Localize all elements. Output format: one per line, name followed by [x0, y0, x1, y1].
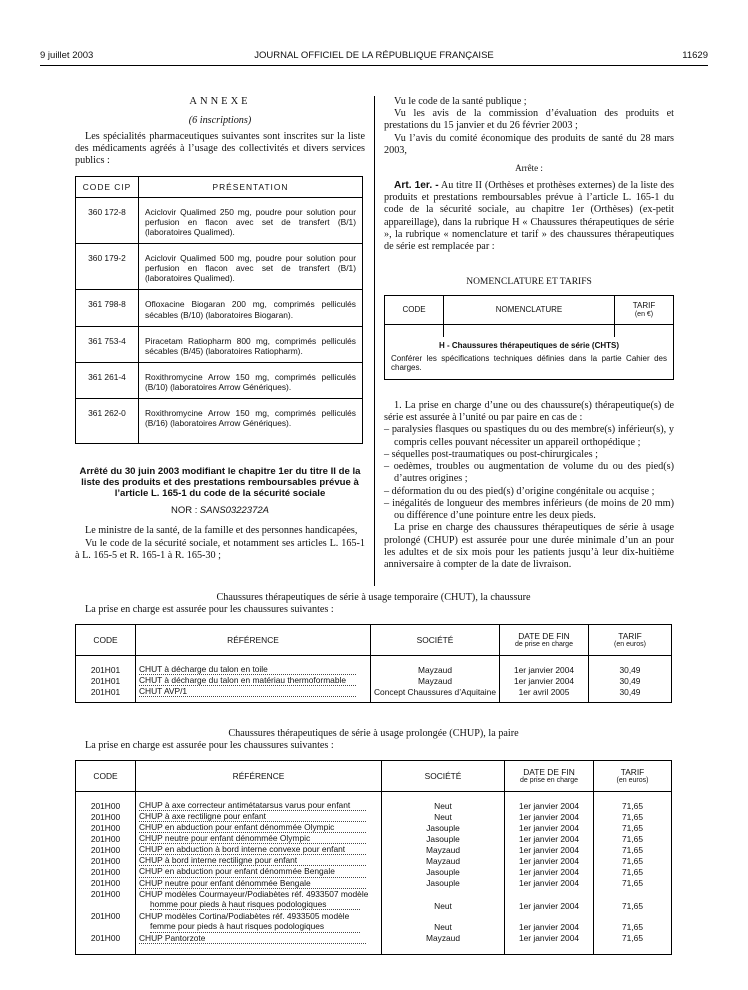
vu-avis-commission: Vu les avis de la commission d’évaluation des produits et prestations du 15 janvier et du 26 février 2003 ; — [384, 108, 674, 132]
header-tarif-unit: (en €) — [634, 310, 654, 318]
chut-header-row — [76, 625, 672, 656]
cell-presentation: Roxithromycine Arrow 150 mg, comprimés pelliculés (B/10) (laboratoires Arrow Génériques). — [139, 362, 363, 398]
table-row-continued: femme pour pieds à haut risques podologiques Neut 1er janvier 2004 71,65 — [76, 931, 672, 942]
table-row — [76, 326, 363, 362]
header-rule — [40, 65, 708, 66]
nomenclature-table — [384, 295, 674, 380]
chup-table — [75, 760, 672, 955]
arrete-word: Arrête : — [515, 163, 543, 174]
header-tarif — [615, 296, 674, 325]
table-row — [76, 244, 363, 290]
annexe-intro: Les spécialités pharmaceutiques suivantes sont inscrites sur la liste des médicaments agréés à l’usage des collectivités et divers services publics : — [75, 130, 365, 167]
cell-code: 361 798-8 — [76, 290, 139, 326]
table-row: 201H00 CHUP à bord interne rectiligne pour enfant Mayzaud 1er janvier 2004 71,65 — [76, 855, 672, 866]
article-1 — [384, 180, 674, 253]
table-row — [76, 290, 363, 326]
annexe-subtitle: (6 inscriptions) — [188, 114, 252, 126]
nomenclature-spacer-row — [385, 325, 674, 338]
chut-heading: Chaussures thérapeutiques de série à usage temporaire (CHUT), la chaussure — [216, 592, 531, 603]
column-divider — [374, 96, 375, 586]
nomenclature-header-row — [385, 296, 674, 325]
conditions-block — [384, 400, 674, 571]
arrete-title: Arrêté du 30 juin 2003 modifiant le chapitre 1er du titre II de la liste des produits et des prestations remboursables prévue à l’article L. 165-1 du code de la sécurité sociale — [79, 466, 361, 500]
header-reference: RÉFÉRENCE — [136, 625, 371, 656]
table-row: 201H00 CHUP modèles Cortina/Podiabètes réf. 4933505 modèle — [76, 921, 672, 932]
cell-code: 361 753-4 — [76, 326, 139, 362]
header-tarif: TARIF (en euros) — [588, 625, 671, 656]
table-row: 201H00 CHUP à axe rectiligne pour enfant Neut 1er janvier 2004 71,65 — [76, 811, 672, 822]
list-item: – déformation du ou des pied(s) d’origine congénitale ou acquise ; — [384, 485, 655, 497]
table-row: 201H00 CHUP modèles Courmayeur/Podiabètes réf. 4933507 modèle — [76, 889, 672, 900]
chup-paragraph: La prise en charge des chaussures thérapeutiques de série à usage prolongé (CHUP) est assurée pour une durée minimale d’un an pour les adultes et de six mois pour les patients jusqu’à leur dix-huitième anniversaire à compter de la date de livraison. — [384, 522, 674, 571]
header-tarif: TARIF (en euros) — [594, 761, 672, 792]
cell-presentation: Ofloxacine Biogaran 200 mg, comprimés pelliculés sécables (B/10) (laboratoires Biogaran). — [139, 290, 363, 326]
header-title: JOURNAL OFFICIEL DE LA RÉPUBLIQUE FRANÇAISE — [254, 50, 494, 61]
nor-code: SANS0322372A — [199, 505, 269, 517]
section-title: H - Chaussures thérapeutiques de série (CHTS) — [438, 341, 620, 350]
header-nomenclature: NOMENCLATURE — [444, 296, 615, 325]
header-date-fin: DATE DE FIN de prise en charge — [499, 625, 588, 656]
header-societe: SOCIÉTÉ — [382, 761, 505, 792]
section-note: Conférer les spécifications techniques définies dans la partie Cahier des charges. — [391, 353, 667, 373]
header-page-number: 11629 — [682, 50, 708, 61]
nor-line — [75, 505, 365, 517]
header-date: 9 juillet 2003 — [40, 50, 94, 61]
table-row: 201H01 CHUT à décharge du talon en toile Mayzaud 1er janvier 2004 30,49 — [76, 664, 672, 675]
header-societe: SOCIÉTÉ — [371, 625, 500, 656]
chut-subheading: La prise en charge est assurée pour les chaussures suivantes : — [85, 604, 334, 615]
cell-presentation: Aciclovir Qualimed 500 mg, poudre pour solution pour perfusion en flacon avec set de transfert (B/1) (laboratoires Qualimed). — [139, 244, 363, 290]
list-item: – oedèmes, troubles ou augmentation de volume du ou des pied(s) d’autres origines ; — [384, 461, 674, 485]
arrete-block — [75, 466, 365, 562]
article-label: Art. 1er. - — [394, 179, 439, 191]
header-tarif-label: TARIF — [632, 301, 656, 310]
vu-code-securite-sociale: Vu le code de la sécurité sociale, et notamment ses articles L. 165-1 à L. 165-5 et R. 165-1 à R. 165-30 ; — [75, 537, 365, 561]
vu-avis-comite: Vu l’avis du comité économique des produits de santé du 28 mars 2003, — [384, 132, 674, 156]
right-column — [384, 96, 674, 289]
left-column — [75, 96, 365, 168]
table-row — [76, 398, 363, 443]
nor-label: NOR : — [171, 505, 198, 517]
column-header-presentation: PRÉSENTATION — [139, 177, 363, 198]
table-row: 201H00 CHUP neutre pour enfant dénommée Bengale Jasouple 1er janvier 2004 71,65 — [76, 878, 672, 889]
table-header-row — [76, 177, 363, 198]
nomenclature-section-row — [385, 337, 674, 379]
chut-table — [75, 624, 672, 703]
table-row — [76, 362, 363, 398]
column-header-code: CODE CIP — [76, 177, 139, 198]
table-row: 201H01 CHUT AVP/1 Concept Chaussures d’Aquitaine 1er avril 2005 30,49 — [76, 686, 672, 697]
annexe-title: ANNEXE — [189, 96, 251, 107]
chup-subheading: La prise en charge est assurée pour les chaussures suivantes : — [85, 740, 334, 751]
list-item: – paralysies flasques ou spastiques du ou des membre(s) inférieur(s), y compris celles pouvant nécessiter un appareil orthopédique ; — [384, 424, 674, 448]
table-row: 201H00 CHUP en abduction pour enfant dénommée Olympic Jasouple 1er janvier 2004 71,65 — [76, 822, 672, 833]
table-row: 201H00 CHUP à axe correcteur antimétatarsus varus pour enfant Neut 1er janvier 2004 71,65 — [76, 800, 672, 811]
table-row: 201H00 CHUP neutre pour enfant dénommée Olympic Jasouple 1er janvier 2004 71,65 — [76, 833, 672, 844]
header-code: CODE — [76, 761, 136, 792]
cell-code: 360 172-8 — [76, 198, 139, 244]
table-row-values: Neut 1er janvier 2004 71,65 — [76, 910, 672, 921]
cell-code: 361 261-4 — [76, 362, 139, 398]
header-code: CODE — [76, 625, 136, 656]
table-row — [76, 198, 363, 244]
list-item: – séquelles post-traumatiques ou post-chirurgicales ; — [384, 448, 598, 460]
table-row: 201H01 CHUT à décharge du talon en matériau thermoformable Mayzaud 1er janvier 2004 30,49 — [76, 675, 672, 686]
header-code: CODE — [385, 296, 444, 325]
header-reference: RÉFÉRENCE — [136, 761, 382, 792]
table-row-continued: homme pour pieds à haut risques podologiques — [76, 899, 672, 910]
chup-heading: Chaussures thérapeutiques de série à usage prolongée (CHUP), la paire — [228, 728, 519, 739]
cell-code: 360 179-2 — [76, 244, 139, 290]
table-row: 201H00 CHUP Pantorzote Mayzaud 1er janvier 2004 71,65 — [76, 943, 672, 955]
article-text: Au titre II (Orthèses et prothèses externes) de la liste des produits et prestations remboursables prévue à l’article L. 165-1 du code de la sécurité sociale, au chapitre 1er (Orthèses) (ex-petit appareillage), dans la rubrique H « Chaussures thérapeutiques de série », la rubrique « nomenclature et tarif » des chaussures thérapeutiques de série est remplacée par : — [384, 179, 674, 253]
page-header — [40, 50, 708, 64]
list-item: – inégalités de longueur des membres inférieurs (de moins de 20 mm) ou différence d’une pointure entre les deux pieds. — [384, 497, 674, 522]
header-date-fin: DATE DE FIN de prise en charge — [505, 761, 594, 792]
cell-presentation: Aciclovir Qualimed 250 mg, poudre pour solution pour perfusion en flacon avec set de transfert (B/1) (laboratoires Qualimed). — [139, 198, 363, 244]
cell-code: 361 262-0 — [76, 398, 139, 443]
table-row: 201H00 CHUP en abduction pour enfant dénommée Bengale Jasouple 1er janvier 2004 71,65 — [76, 866, 672, 877]
medicines-table — [75, 176, 363, 444]
vu-code-sante-publique: Vu le code de la santé publique ; — [394, 96, 527, 107]
item-1: 1. La prise en charge d’une ou des chaussure(s) thérapeutique(s) de série est assurée à l’unité ou par paire en cas de : — [384, 400, 674, 424]
table-row: 201H00 CHUP en abduction à bord interne convexe pour enfant Mayzaud 1er janvier 2004 71,65 — [76, 844, 672, 855]
minister-paragraph: Le ministre de la santé, de la famille et des personnes handicapées, — [85, 525, 358, 537]
nomenclature-title: NOMENCLATURE ET TARIFS — [466, 277, 592, 288]
conditions-list — [384, 424, 674, 522]
cell-presentation: Roxithromycine Arrow 150 mg, comprimés pelliculés (B/16) (laboratoires Arrow Génériques). — [139, 398, 363, 443]
chup-header-row — [76, 761, 672, 792]
cell-presentation: Piracetam Ratiopharm 800 mg, comprimés pelliculés sécables (B/45) (laboratoires Ratiopharm). — [139, 326, 363, 362]
